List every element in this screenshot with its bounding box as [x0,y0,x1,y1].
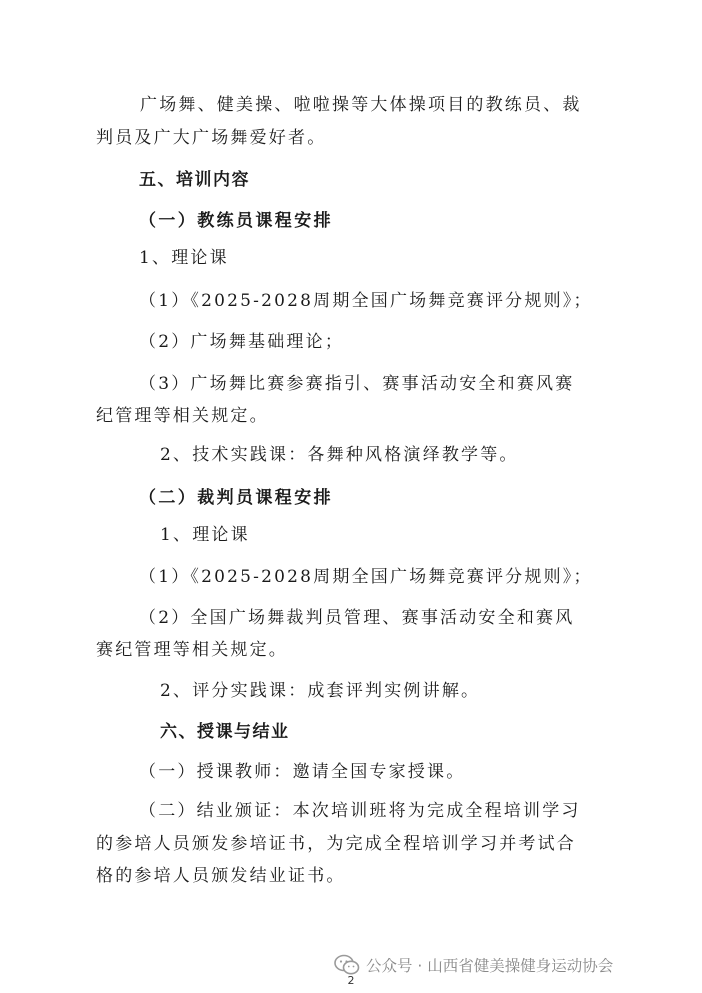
section-heading-5: 五、培训内容 [139,170,250,190]
body-text-line: 纪管理等相关规定。 [96,406,269,426]
body-text-line: 2、技术实践课：各舞种风格演绎教学等。 [160,445,519,465]
body-text-line: 1、理论课 [139,248,229,268]
body-text-line: （1）《2025-2028周期全国广场舞竞赛评分规则》； [139,567,593,587]
body-text-line: （3）广场舞比赛参赛指引、赛事活动安全和赛风赛 [139,374,575,394]
body-text-line: 赛纪管理等相关规定。 [96,640,288,660]
body-text-line: （二）结业颁证：本次培训班将为完成全程培训学习 [139,801,581,821]
body-text-line: （2）全国广场舞裁判员管理、赛事活动安全和赛风 [139,608,575,628]
body-text-line: 格的参培人员颁发结业证书。 [96,866,346,886]
wechat-icon [334,954,360,976]
body-text-line: 判员及广大广场舞爱好者。 [96,128,327,148]
body-text-line: 1、理论课 [160,525,250,545]
subsection-heading-referee: （二）裁判员课程安排 [139,488,333,508]
body-text-line: 的参培人员颁发参培证书，为完成全程培训学习并考试合 [96,834,576,854]
subsection-heading-coach: （一）教练员课程安排 [139,211,333,231]
body-text-line: （1）《2025-2028周期全国广场舞竞赛评分规则》； [139,291,593,311]
page-number: 2 [347,974,355,987]
body-text-line: （一）授课教师：邀请全国专家授课。 [139,762,466,782]
body-text-line: 2、评分实践课：成套评判实例讲解。 [160,681,481,701]
body-text-line: 广场舞、健美操、啦啦操等大体操项目的教练员、裁 [140,95,582,115]
watermark-text: 公众号 · 山西省健美操健身运动协会 [366,957,614,975]
body-text-line: （2）广场舞基础理论； [139,332,345,352]
section-heading-6: 六、授课与结业 [160,722,290,742]
